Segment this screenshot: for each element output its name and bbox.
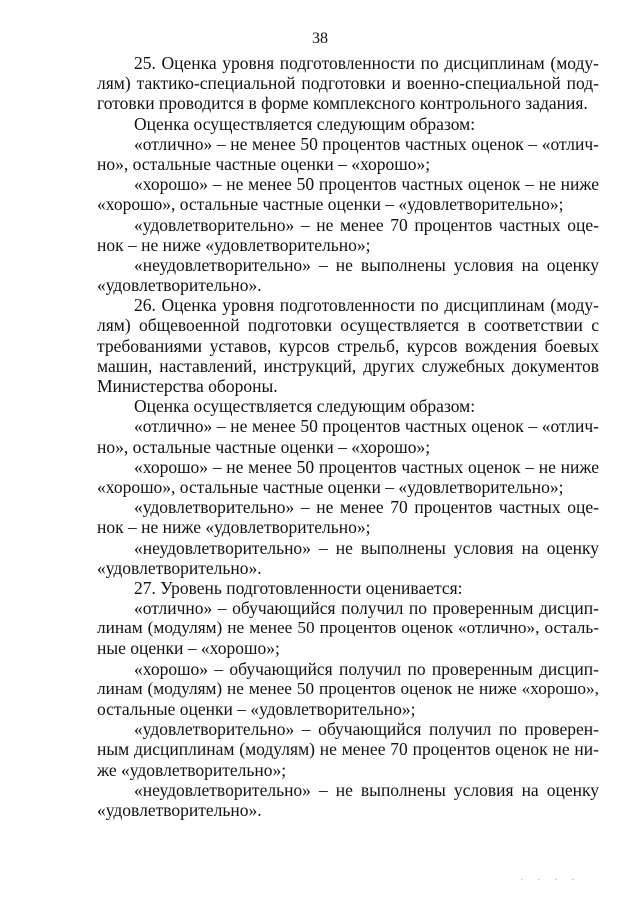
text-line: «хорошо», остальные частные оценки – «удовлетворительно»; [97,476,564,497]
page-number: 38 [312,30,328,47]
text-line: «удовлетворительно» – не менее 70 процентов частных оце- [134,497,599,518]
text-line: 27. Уровень подготовленности оценивается: [134,577,463,598]
text-line: готовки проводится в форме комплексного контрольного задания. [97,93,588,114]
text-line: «удовлетворительно». [97,557,262,578]
text-line: «хорошо» – не менее 50 процентов частных оценок – не ниже [134,174,599,195]
text-line: «удовлетворительно». [97,799,262,820]
text-line: нок – не ниже «удовлетворительно»; [97,517,371,538]
text-line: Министерства обороны. [97,376,278,396]
text-line: требованиями уставов, курсов стрельб, курсов вождения боевых [97,335,599,356]
text-line: «хорошо», остальные частные оценки – «удовлетворительно»; [97,194,564,215]
text-line: же «удовлетворительно»; [97,759,287,780]
text-line: 26. Оценка уровня подготовленности по дисциплинам (моду- [134,295,599,316]
document-body [97,53,599,820]
text-line: «неудовлетворительно» – не выполнены условия на оценку [134,537,599,558]
text-line: «хорошо» – обучающийся получил по проверенным дисцип- [134,658,599,679]
text-line: «отлично» – не менее 50 процентов частных оценок – «отлич- [134,416,599,437]
text-line: линам (модулям) не менее 50 процентов оценок «отлично», осталь- [97,618,599,638]
text-line: лям) общевоенной подготовки осуществляется в соответствии с [97,315,599,336]
text-line: «отлично» – не менее 50 процентов частных оценок – «отлич- [134,133,599,154]
text-line: «удовлетворительно» – не менее 70 процентов частных оце- [134,214,599,235]
text-line: ные оценки – «хорошо»; [97,638,280,659]
text-line: «удовлетворительно». [97,275,262,296]
text-line: «неудовлетворительно» – не выполнены условия на оценку [134,254,599,275]
text-line: остальные оценки – «удовлетворительно»; [97,699,416,719]
text-line: Оценка осуществляется следующим образом: [134,113,476,134]
text-line: но», остальные частные оценки – «хорошо»; [97,153,431,174]
text-line: нок – не ниже «удовлетворительно»; [97,234,371,255]
text-line: но», остальные частные оценки – «хорошо»; [97,436,431,457]
text-line: машин, наставлений, инструкций, других служебных документов [97,355,599,376]
text-line: «неудовлетворительно» – не выполнены условия на оценку [134,779,599,800]
text-line: ным дисциплинам (модулям) не менее 70 процентов оценок не ни- [97,739,599,760]
text-line: 25. Оценка уровня подготовленности по дисциплинам (моду- [134,53,599,73]
text-line: «отлично» – обучающийся получил по проверенным дисцип- [134,598,599,619]
text-line: Оценка осуществляется следующим образом: [134,396,476,417]
text-line: «хорошо» – не менее 50 процентов частных оценок – не ниже [134,456,599,477]
text-line: лям) тактико-специальной подготовки и военно-специальной под- [97,73,599,94]
text-line: «удовлетворительно» – обучающийся получил по проверен- [134,719,599,740]
text-line: линам (модулям) не менее 50 процентов оценок не ниже «хорошо», [97,678,599,698]
scan-artifact: . . . . [520,872,580,883]
